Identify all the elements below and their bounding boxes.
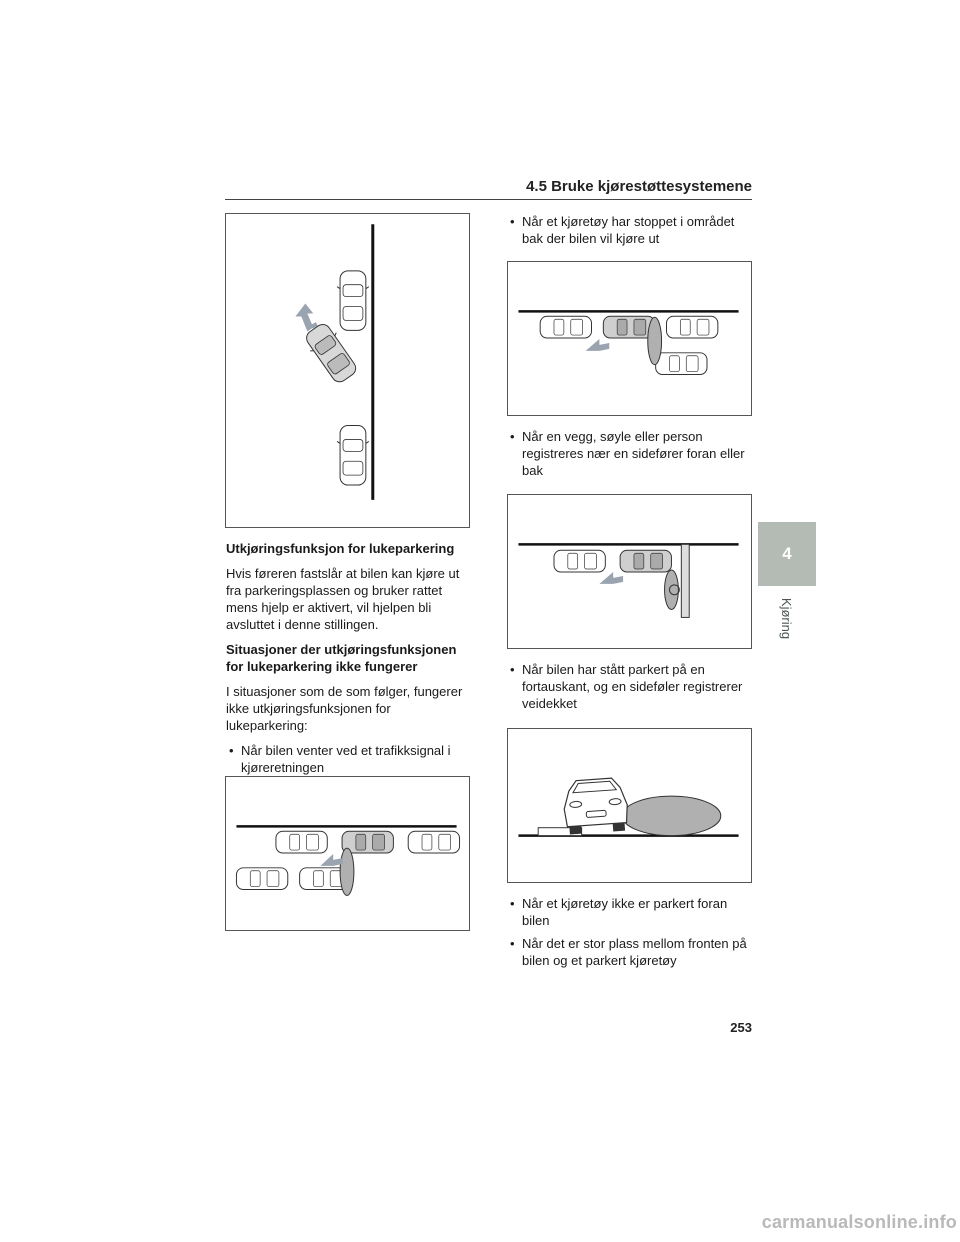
bullet-vehicle-stopped: • Når et kjøretøy har stoppet i området bak der bilen vil kjøre ut	[507, 213, 752, 247]
bullet-no-vehicle-front: • Når et kjøretøy ikke er parkert foran bilen	[507, 895, 752, 929]
figure-curb	[507, 728, 752, 883]
section-header: 4.5 Bruke kjørestøttesystemene	[526, 178, 752, 195]
figure-traffic-signal	[225, 776, 470, 931]
heading-situations: Situasjoner der utkjøringsfunksjonen for lukeparkering ikke fungerer	[226, 642, 457, 674]
page-number: 253	[730, 1020, 752, 1035]
heading-exit-function: Utkjøringsfunksjon for lukeparkering	[226, 541, 455, 556]
watermark: carmanualsonline.info	[761, 1212, 957, 1232]
header-divider	[225, 199, 752, 200]
figure-parallel-exit	[225, 213, 470, 528]
paragraph-situations: I situasjoner som de som følger, fungerer ikke utkjøringsfunksjonen for lukeparkering:	[226, 684, 463, 733]
chapter-label: Kjøring	[779, 597, 795, 639]
bullet-large-space: • Når det er stor plass mellom fronten på bilen og et parkert kjøretøy	[507, 935, 752, 969]
paragraph-exit-function: Hvis føreren fastslår at bilen kan kjøre ut fra parkeringsplassen og bruker rattet mens hjelp er aktivert, vil hjelpen bli avsluttet i denne stillingen.	[226, 566, 460, 632]
figure-vehicle-behind	[507, 261, 752, 416]
bullet-traffic-signal: • Når bilen venter ved et trafikksignal i kjøreretningen	[226, 742, 471, 776]
bullet-curb: • Når bilen har stått parkert på en fortauskant, og en sideføler registrerer veidekket	[507, 661, 752, 712]
bullet-wall-detected: • Når en vegg, søyle eller person registreres nær en sidefører foran eller bak	[507, 428, 752, 479]
chapter-tab: 4	[758, 522, 816, 586]
figure-wall	[507, 494, 752, 649]
